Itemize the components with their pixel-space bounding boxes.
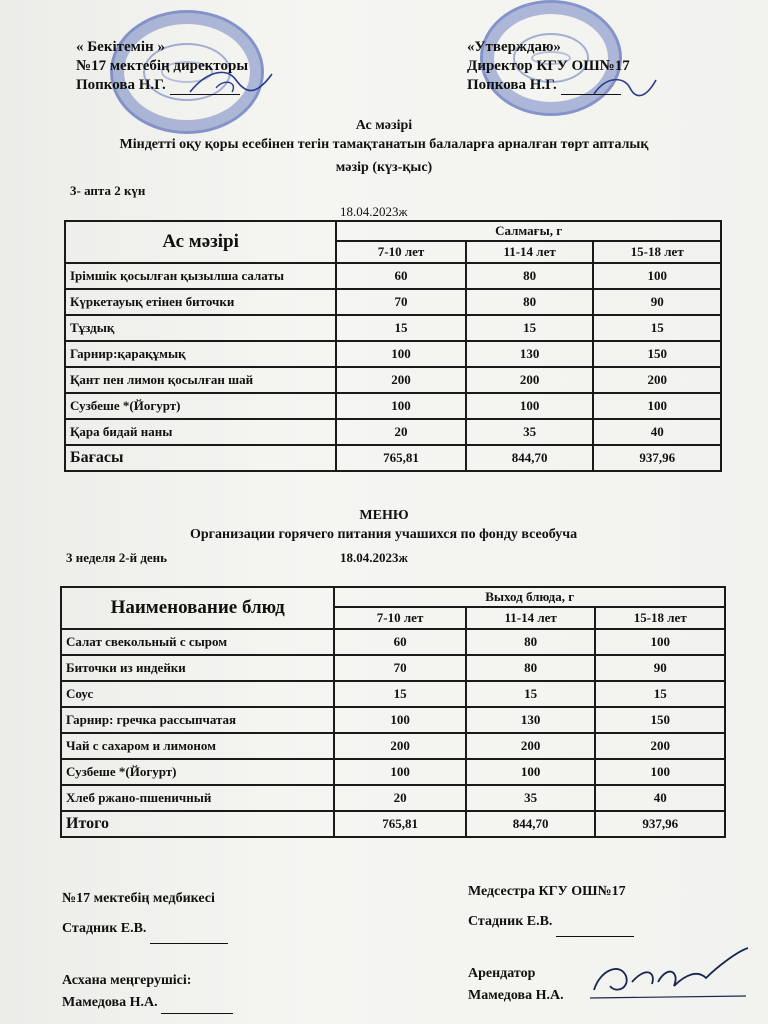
table-row — [61, 785, 725, 811]
tenant-signature — [586, 944, 754, 1006]
portion-value: 200 — [466, 733, 596, 759]
ru-name-header: Наименование блюд — [61, 587, 334, 629]
table-row — [65, 341, 721, 367]
table-row — [61, 759, 725, 785]
portion-value: 100 — [336, 393, 466, 419]
nurse-kz-role: №17 мектебің медбикесі — [62, 891, 215, 906]
kz-subtitle-2: мәзір (күз-қыс) — [335, 160, 433, 175]
portion-value: 200 — [593, 367, 721, 393]
kz-age-header: 11-14 лет — [466, 241, 594, 263]
kz-group-header: Салмағы, г — [336, 221, 721, 241]
tenant-ru-role: Арендатор — [468, 966, 536, 981]
dish-name: Қант пен лимон қосылған шай — [65, 367, 336, 393]
portion-value: 200 — [336, 367, 466, 393]
portion-value: 90 — [595, 655, 725, 681]
portion-value: 70 — [336, 289, 466, 315]
dish-name: Гарнир: гречка рассыпчатая — [61, 707, 334, 733]
kz-subtitle-1: Міндетті оқу қоры есебінен тегін тамақтанатын балаларға арналған төрт апталық — [119, 137, 649, 152]
portion-value: 15 — [595, 681, 725, 707]
total-value: 765,81 — [336, 445, 466, 471]
nurse-ru-role: Медсестра КГУ ОШ№17 — [468, 884, 626, 899]
footer-nurse-ru — [468, 877, 634, 937]
dish-name: Гарнир:қарақұмық — [65, 341, 336, 367]
portion-value: 100 — [334, 707, 466, 733]
portion-value: 40 — [593, 419, 721, 445]
approval-ru-line2: Директор КГУ ОШ№17 — [467, 58, 630, 74]
dish-name: Чай с сахаром и лимоном — [61, 733, 334, 759]
portion-value: 60 — [334, 629, 466, 655]
portion-value: 60 — [336, 263, 466, 289]
footer-tenant-ru — [468, 963, 564, 1007]
total-value: 937,96 — [595, 811, 725, 837]
table-row — [65, 367, 721, 393]
dish-name: Хлеб ржано-пшеничный — [61, 785, 334, 811]
ru-date: 18.04.2023ж — [340, 550, 408, 565]
portion-value: 40 — [595, 785, 725, 811]
total-value: 844,70 — [466, 811, 596, 837]
dish-name: Салат свекольный с сыром — [61, 629, 334, 655]
portion-value: 100 — [466, 393, 594, 419]
total-label: Бағасы — [65, 445, 336, 471]
portion-value: 200 — [334, 733, 466, 759]
portion-value: 15 — [334, 681, 466, 707]
kz-date: 18.04.2023ж — [340, 204, 408, 219]
dish-name: Тұздық — [65, 315, 336, 341]
portion-value: 200 — [595, 733, 725, 759]
portion-value: 20 — [334, 785, 466, 811]
kz-title: Ас мәзірі — [355, 118, 413, 133]
kz-name-header: Ас мәзірі — [65, 221, 336, 263]
dish-name: Қара бидай наны — [65, 419, 336, 445]
dish-name: Күркетауық етінен биточки — [65, 289, 336, 315]
portion-value: 100 — [593, 263, 721, 289]
portion-value: 100 — [334, 759, 466, 785]
table-row — [61, 655, 725, 681]
table-row — [61, 629, 725, 655]
portion-value: 200 — [466, 367, 594, 393]
dish-name: Сузбеше *(Йогурт) — [61, 759, 334, 785]
approval-ru-line1: «Утверждаю» — [467, 39, 561, 55]
portion-value: 130 — [466, 707, 596, 733]
portion-value: 130 — [466, 341, 594, 367]
ru-week-day: 3 неделя 2-й день — [66, 550, 168, 565]
approval-kz-line3: Попкова Н.Г. — [76, 76, 248, 95]
portion-value: 150 — [593, 341, 721, 367]
total-row — [61, 811, 725, 837]
portion-value: 100 — [336, 341, 466, 367]
dish-name: Ірімшік қосылған қызылша салаты — [65, 263, 336, 289]
total-value: 765,81 — [334, 811, 466, 837]
portion-value: 15 — [336, 315, 466, 341]
portion-value: 90 — [593, 289, 721, 315]
table-row — [65, 419, 721, 445]
canteen-kz-role: Асхана меңгерушісі: — [62, 973, 192, 988]
portion-value: 100 — [466, 759, 596, 785]
portion-value: 15 — [466, 681, 596, 707]
tenant-ru-name-line: Мамедова Н.А. — [468, 988, 564, 1003]
table-row — [65, 263, 721, 289]
portion-value: 20 — [336, 419, 466, 445]
portion-value: 80 — [466, 629, 596, 655]
ru-menu-table — [60, 586, 726, 838]
ru-age-header: 15-18 лет — [595, 607, 725, 629]
footer-nurse-kz — [62, 884, 228, 944]
kz-age-header: 15-18 лет — [593, 241, 721, 263]
director-signature-right — [590, 70, 660, 104]
ru-age-header: 7-10 лет — [334, 607, 466, 629]
canteen-kz-name-line: Мамедова Н.А. — [62, 992, 233, 1014]
table-row — [61, 733, 725, 759]
table-row — [65, 289, 721, 315]
ru-title: МЕНЮ — [359, 508, 409, 523]
portion-value: 150 — [595, 707, 725, 733]
total-label: Итого — [61, 811, 334, 837]
ru-group-header: Выход блюда, г — [334, 587, 725, 607]
kz-age-header: 7-10 лет — [336, 241, 466, 263]
portion-value: 80 — [466, 289, 594, 315]
portion-value: 80 — [466, 263, 594, 289]
approval-ru-line3: Попкова Н.Г. — [467, 76, 630, 95]
portion-value: 15 — [466, 315, 594, 341]
kz-menu-table — [64, 220, 722, 472]
portion-value: 100 — [595, 759, 725, 785]
dish-name: Биточки из индейки — [61, 655, 334, 681]
total-value: 844,70 — [466, 445, 594, 471]
nurse-kz-name-line: Стадник Е.В. — [62, 914, 228, 944]
portion-value: 15 — [593, 315, 721, 341]
table-row — [61, 681, 725, 707]
portion-value: 100 — [593, 393, 721, 419]
total-value: 937,96 — [593, 445, 721, 471]
table-row — [65, 315, 721, 341]
dish-name: Сузбеше *(Йогурт) — [65, 393, 336, 419]
portion-value: 35 — [466, 785, 596, 811]
portion-value: 80 — [466, 655, 596, 681]
ru-subtitle: Организации горячего питания учашихся по фонду всеобуча — [190, 527, 578, 542]
approval-kz-line2: №17 мектебің директоры — [76, 58, 249, 74]
portion-value: 100 — [595, 629, 725, 655]
nurse-ru-name-line: Стадник Е.В. — [468, 907, 634, 937]
footer-canteen-kz — [62, 970, 233, 1014]
portion-value: 35 — [466, 419, 594, 445]
dish-name: Соус — [61, 681, 334, 707]
ru-age-header: 11-14 лет — [466, 607, 596, 629]
kz-week-day: 3- апта 2 күн — [70, 183, 146, 198]
director-signature-left — [186, 62, 276, 102]
table-row — [65, 393, 721, 419]
approval-kz-line1: « Бекітемін » — [76, 39, 165, 55]
table-row — [61, 707, 725, 733]
total-row — [65, 445, 721, 471]
portion-value: 70 — [334, 655, 466, 681]
